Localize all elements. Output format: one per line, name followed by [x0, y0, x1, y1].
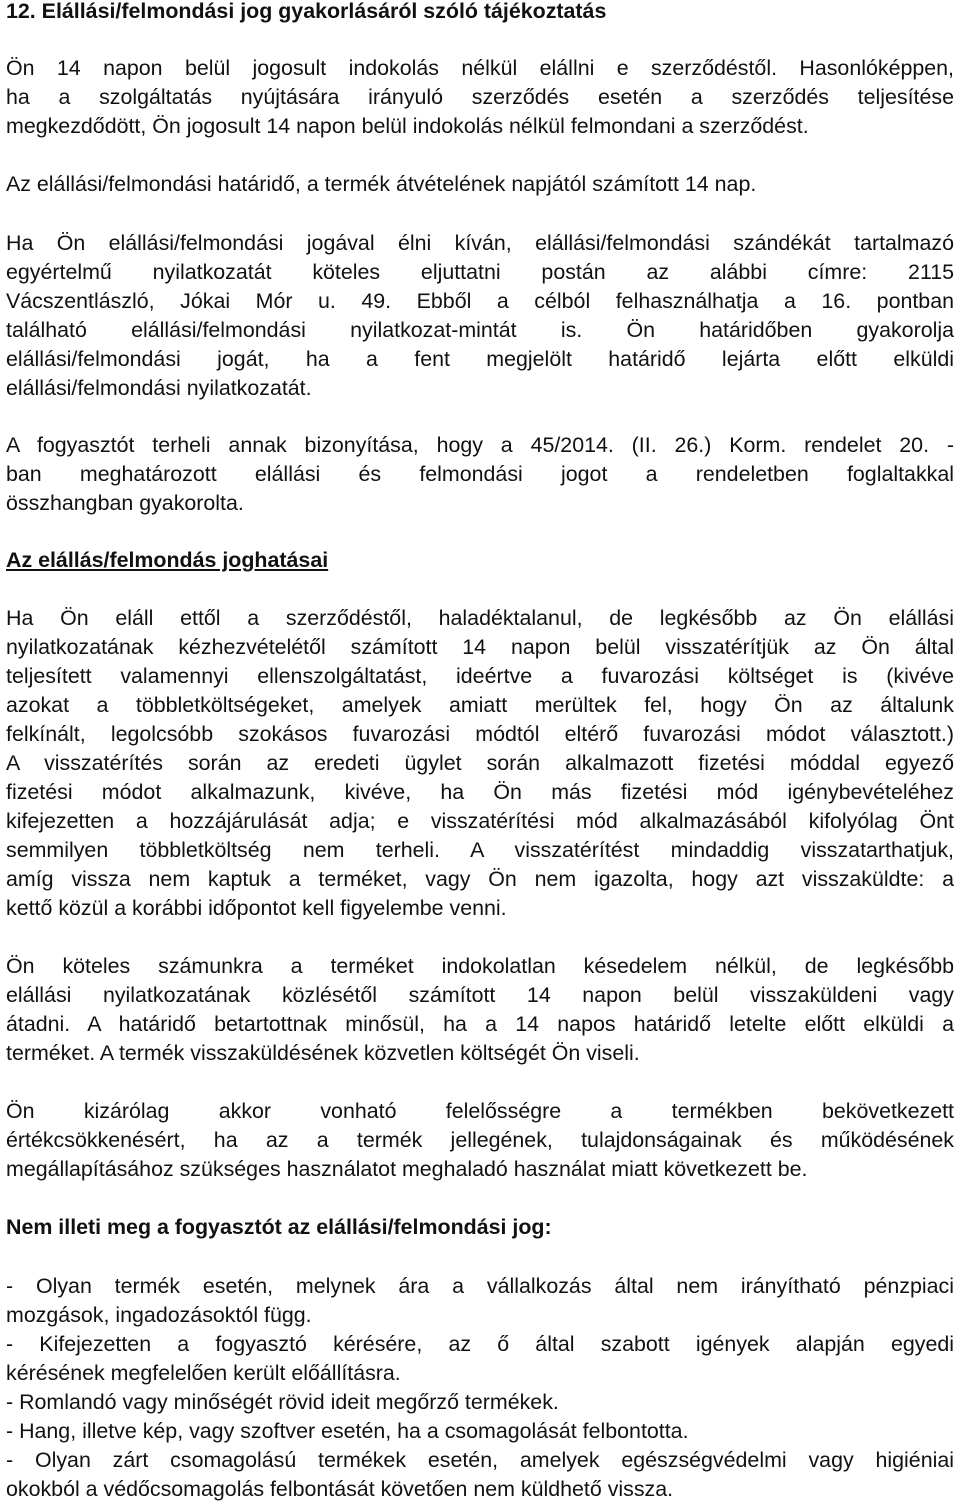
text-line: felkínált, legolcsóbb szokásos fuvarozási módtól eltérő fuvarozási módot választott.) — [6, 722, 954, 746]
paragraph-return-goods — [6, 952, 954, 1068]
text-line: Ön kizárólag akkor vonható felelősségre a termékben bekövetkezett — [6, 1099, 954, 1123]
paragraph-withdrawal-right — [6, 54, 954, 141]
text-line: ban meghatározott elállási és felmondási jogot a rendeletben foglaltakkal — [6, 462, 954, 486]
list-item: okokból a védőcsomagolás felbontását követően nem küldhető vissza. — [6, 1477, 674, 1501]
subheading-exceptions — [6, 1213, 954, 1242]
paragraph-refund — [6, 604, 954, 923]
text-line: Ha Ön eláll ettől a szerződéstől, haladéktalanul, de legkésőbb az Ön elállási — [6, 606, 954, 630]
text-line: elállási/felmondási nyilatkozatát. — [6, 376, 312, 400]
text-line: egyértelmű nyilatkozatát köteles eljuttatni postán az alábbi címre: 2115 — [6, 260, 954, 284]
list-item: mozgások, ingadozásoktól függ. — [6, 1303, 312, 1327]
text-line: értékcsökkenésért, ha az a termék jellegének, tulajdonságainak és működésének — [6, 1128, 954, 1152]
text-line: Vácszentlászló, Jókai Mór u. 49. Ebből a célból felhasználhatja a 16. pontban — [6, 289, 954, 313]
text-line: Az elállási/felmondási határidő, a termék átvételének napjától számított 14 nap. — [6, 172, 757, 196]
text-line: A visszatérítés során az eredeti ügylet során alkalmazott fizetési móddal egyező — [6, 751, 954, 775]
text-line: Ha Ön elállási/felmondási jogával élni kíván, elállási/felmondási szándékát tartalmazó — [6, 231, 954, 255]
text-line: elállási nyilatkozatának közlésétől számított 14 napon belül visszaküldeni vagy — [6, 983, 954, 1007]
list-item: - Olyan zárt csomagolású termékek esetén, amelyek egészségvédelmi vagy higiéniai — [6, 1448, 954, 1472]
subheading-text: Az elállás/felmondás joghatásai — [6, 548, 329, 572]
subheading-legal-effects — [6, 546, 954, 575]
text-line: A fogyasztót terheli annak bizonyítása, hogy a 45/2014. (II. 26.) Korm. rendelet 20. - — [6, 433, 954, 457]
paragraph-how-to-withdraw — [6, 229, 954, 403]
list-item: - Kifejezetten a fogyasztó kérésére, az ő által szabott igények alapján egyedi — [6, 1332, 954, 1356]
text-line: amíg vissza nem kaptuk a terméket, vagy Ön nem igazolta, hogy azt visszaküldte: a — [6, 867, 954, 891]
text-line: megállapításához szükséges használatot meghaladó használat miatt következett be. — [6, 1157, 808, 1181]
list-item: - Hang, illetve kép, vagy szoftver esetén, ha a csomagolását felbontotta. — [6, 1419, 689, 1443]
list-item: - Romlandó vagy minőségét rövid ideit megőrző termékek. — [6, 1390, 559, 1414]
list-item: - Olyan termék esetén, melynek ára a vállalkozás által nem irányítható pénzpiaci — [6, 1274, 954, 1298]
text-line: fizetési módot alkalmazunk, kivéve, ha Ön más fizetési mód igénybevételéhez — [6, 780, 954, 804]
text-line: elállási/felmondási jogát, ha a fent megjelölt határidő lejárta előtt elküldi — [6, 347, 954, 371]
text-line: semmilyen többletköltség nem terheli. A visszatérítést mindaddig visszatarthatjuk, — [6, 838, 954, 862]
paragraph-burden-of-proof — [6, 431, 954, 518]
text-line: Ön 14 napon belül jogosult indokolás nélkül elállni e szerződéstől. Hasonlóképpen, — [6, 56, 954, 80]
text-line: teljesített valamennyi ellenszolgáltatást, ideértve a fuvarozási költséget is (kivéve — [6, 664, 954, 688]
text-line: azokat a többletköltségeket, amelyek amiatt merültek fel, hogy Ön az általunk — [6, 693, 954, 717]
list-item: kérésének megfelelően került előállításra. — [6, 1361, 401, 1385]
subheading-text: Nem illeti meg a fogyasztót az elállási/felmondási jog: — [6, 1215, 552, 1239]
text-line: Ön köteles számunkra a terméket indokolatlan késedelem nélkül, de legkésőbb — [6, 954, 954, 978]
paragraph-deadline — [6, 170, 954, 199]
exceptions-list — [6, 1272, 954, 1504]
section-heading — [6, 0, 954, 26]
text-line: megkezdődött, Ön jogosult 14 napon belül indokolás nélkül felmondani a szerződést. — [6, 114, 809, 138]
heading-text: 12. Elállási/felmondási jog gyakorlásáról szóló tájékoztatás — [6, 0, 607, 23]
text-line: átadni. A határidő betartottnak minősül, ha a 14 napos határidő letelte előtt elküldi a — [6, 1012, 954, 1036]
paragraph-depreciation — [6, 1097, 954, 1184]
text-line: kifejezetten a hozzájárulását adja; e visszatérítési mód alkalmazásából kifolyólag Önt — [6, 809, 954, 833]
text-line: kettő közül a korábbi időpontot kell figyelembe venni. — [6, 896, 507, 920]
text-line: található elállási/felmondási nyilatkozat-mintát is. Ön határidőben gyakorolja — [6, 318, 954, 342]
text-line: ha a szolgáltatás nyújtására irányuló szerződés esetén a szerződés teljesítése — [6, 85, 954, 109]
text-line: összhangban gyakorolta. — [6, 491, 244, 515]
text-line: nyilatkozatának kézhezvételétől számított 14 napon belül visszatérítjük az Ön által — [6, 635, 954, 659]
text-line: terméket. A termék visszaküldésének közvetlen költségét Ön viseli. — [6, 1041, 640, 1065]
